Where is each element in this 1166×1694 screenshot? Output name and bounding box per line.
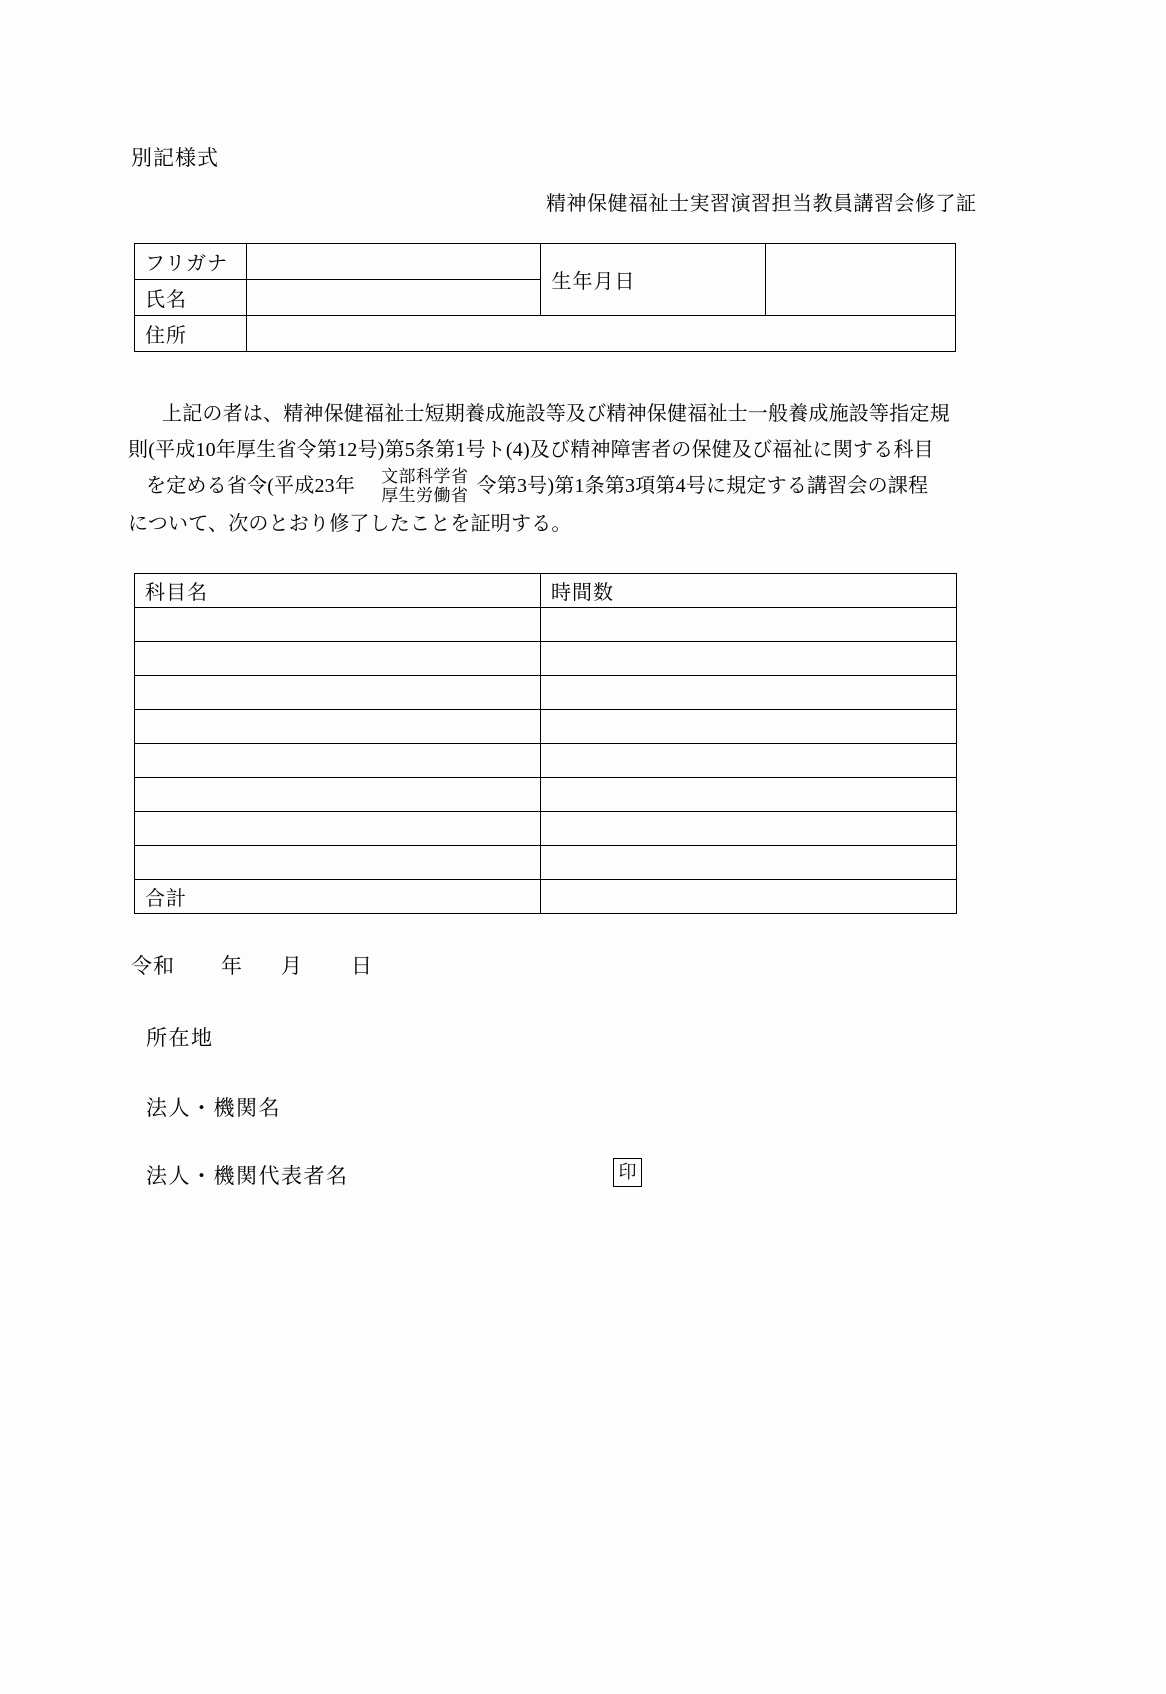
ministry-mext-label: 文部科学省 [381, 467, 469, 487]
statement-line-2: 則(平成10年厚生省令第12号)第5条第1号ト(4)及び精神障害者の保健及び福祉に関する科目 [128, 439, 934, 461]
location-label: 所在地 [146, 1026, 214, 1050]
month-unit-label: 月 [281, 954, 303, 978]
statement-line-3-after: 令第3号)第1条第3項第4号に規定する講習会の課程 [476, 475, 929, 497]
column-header-subject: 科目名 [135, 574, 541, 608]
organization-label: 法人・機関名 [146, 1096, 281, 1120]
furigana-value-cell[interactable] [247, 244, 541, 280]
era-label: 令和 [131, 954, 175, 978]
name-value-cell[interactable] [247, 280, 541, 316]
subject-name-cell[interactable] [135, 846, 541, 880]
furigana-label: フリガナ [135, 244, 247, 280]
address-value-cell[interactable] [247, 316, 956, 352]
table-row [135, 812, 957, 846]
subject-hours-cell[interactable] [541, 608, 957, 642]
total-label: 合計 [135, 880, 541, 914]
subject-name-cell[interactable] [135, 608, 541, 642]
subject-name-cell[interactable] [135, 778, 541, 812]
ministry-names-stack [363, 467, 469, 505]
table-row [135, 676, 957, 710]
subject-hours-cell[interactable] [541, 676, 957, 710]
dob-value-cell[interactable] [765, 244, 955, 316]
statement-line-3 [128, 468, 968, 506]
year-unit-label: 年 [221, 954, 243, 978]
column-header-hours: 時間数 [541, 574, 957, 608]
subject-name-cell[interactable] [135, 676, 541, 710]
table-row [135, 316, 956, 352]
subject-name-cell[interactable] [135, 812, 541, 846]
certification-statement [128, 396, 968, 542]
subject-hours-cell[interactable] [541, 778, 957, 812]
table-row [135, 608, 957, 642]
table-row [135, 846, 957, 880]
seal-stamp-box[interactable]: 印 [613, 1158, 642, 1187]
address-label: 住所 [135, 316, 247, 352]
subject-hours-cell[interactable] [541, 642, 957, 676]
issue-date-line [131, 950, 373, 980]
dob-label: 生年月日 [541, 244, 765, 316]
table-total-row [135, 880, 957, 914]
subject-hours-cell[interactable] [541, 744, 957, 778]
subject-name-cell[interactable] [135, 744, 541, 778]
table-row [135, 744, 957, 778]
document-title: 精神保健福祉士実習演習担当教員講習会修了証 [546, 193, 977, 215]
representative-label: 法人・機関代表者名 [146, 1164, 349, 1188]
table-row [135, 710, 957, 744]
total-hours-cell[interactable] [541, 880, 957, 914]
table-row [135, 244, 956, 280]
statement-line-1: 上記の者は、精神保健福祉士短期養成施設等及び精神保健福祉士一般養成施設等指定規 [162, 403, 950, 425]
statement-line-3-before: を定める省令(平成23年 [146, 475, 356, 497]
table-row [135, 642, 957, 676]
applicant-info-table [134, 243, 956, 352]
table-row [135, 778, 957, 812]
day-unit-label: 日 [351, 954, 373, 978]
ministry-mhlw-label: 厚生労働省 [381, 486, 469, 506]
subject-name-cell[interactable] [135, 710, 541, 744]
subject-hours-cell[interactable] [541, 846, 957, 880]
table-header-row [135, 574, 957, 608]
name-label: 氏名 [135, 280, 247, 316]
subject-hours-cell[interactable] [541, 812, 957, 846]
form-code-label: 別記様式 [131, 146, 219, 170]
subject-hours-cell[interactable] [541, 710, 957, 744]
statement-line-4: について、次のとおり修了したことを証明する。 [128, 513, 572, 536]
subjects-hours-table [134, 573, 957, 914]
subject-name-cell[interactable] [135, 642, 541, 676]
